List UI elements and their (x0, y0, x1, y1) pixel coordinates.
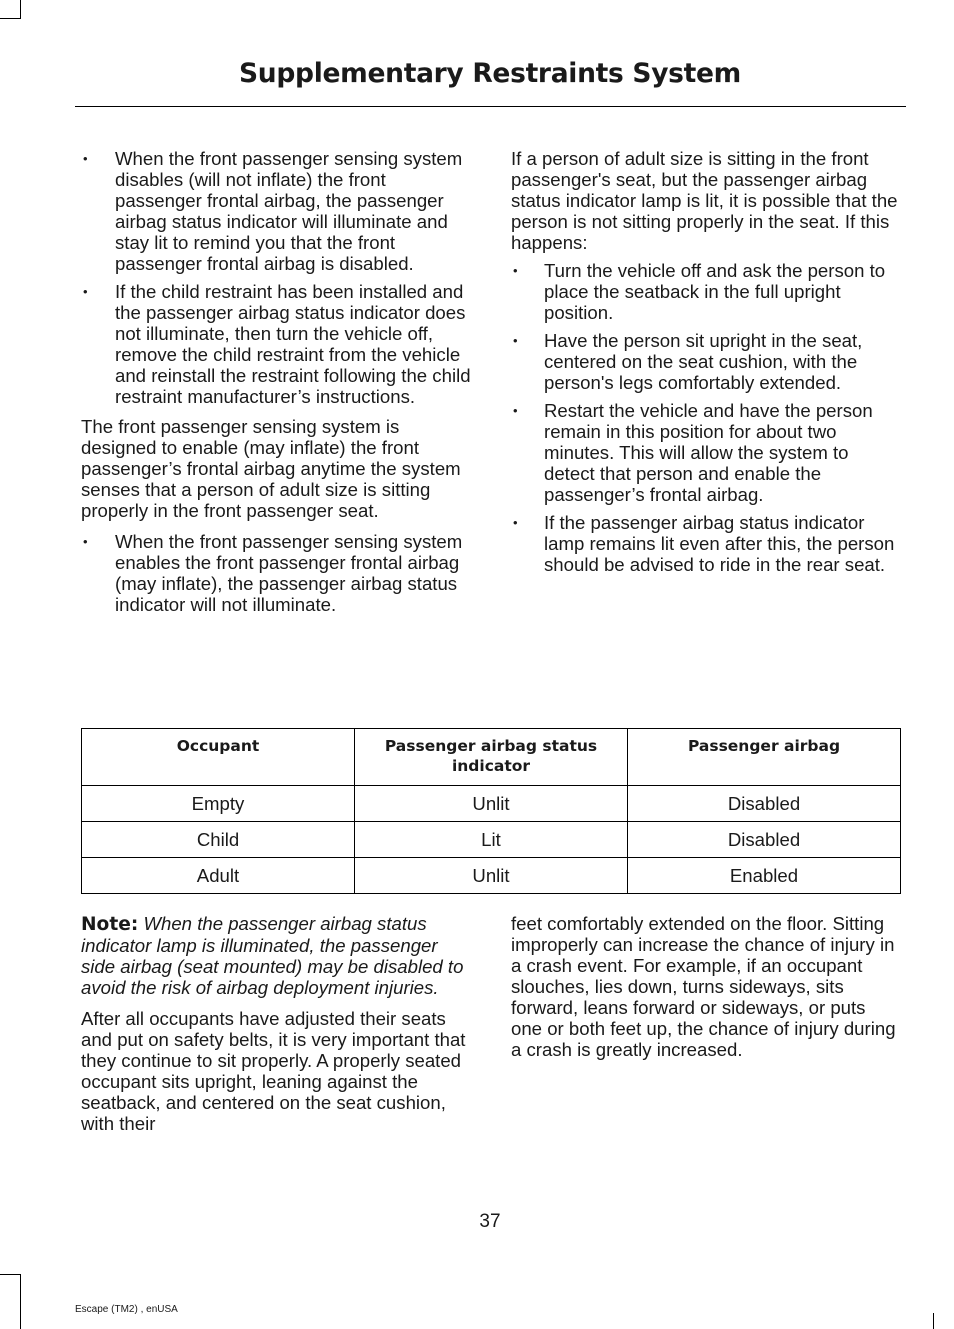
bottom-right-column (511, 913, 901, 1070)
table-row (82, 822, 901, 858)
crop-mark (0, 18, 21, 19)
table-cell: Child (82, 822, 355, 858)
table-cell: Empty (82, 786, 355, 822)
list-item: • When the front passenger sensing system enables the front passenger frontal airbag (may inflate), the passenger airbag status indicator will not illuminate. (81, 531, 473, 615)
table-cell: Disabled (628, 822, 901, 858)
table-cell: Lit (355, 822, 628, 858)
table-cell: Disabled (628, 786, 901, 822)
table-row (82, 786, 901, 822)
bullet-list (81, 531, 473, 615)
airbag-status-table (81, 728, 901, 894)
bullet-list (81, 148, 473, 407)
table-cell: Unlit (355, 786, 628, 822)
paragraph: The front passenger sensing system is designed to enable (may inflate) the front passenger’s frontal airbag anytime the system senses that a person of adult size is sitting properly in the front passenger seat. (81, 416, 461, 521)
page-title: Supplementary Restraints System (239, 58, 741, 89)
table-header-cell: Passenger airbag (628, 729, 901, 786)
table-cell: Adult (82, 858, 355, 894)
list-item: • Turn the vehicle off and ask the person to place the seatback in the full upright position. (511, 260, 901, 323)
left-column (81, 148, 473, 624)
table-header-row (82, 729, 901, 786)
note-label: Note: (81, 914, 139, 935)
table-header-cell: Passenger airbag status indicator (355, 729, 628, 786)
list-item: • When the front passenger sensing system disables (will not inflate) the front passenger frontal airbag, the passenger airbag status indicator will illuminate and stay lit to remind you that the front passenger frontal airbag is disabled. (81, 148, 473, 274)
paragraph: feet comfortably extended on the floor. Sitting improperly can increase the chance of injury in a crash event. For example, if an occupant slouches, lies down, turns sideways, sits forward, leans forward or sideways, or puts one or both feet up, the chance of injury during a crash is greatly increased. (511, 913, 896, 1060)
list-item: • Restart the vehicle and have the person remain in this position for about two minutes. This will allow the system to detect that person and enable the passenger’s frontal airbag. (511, 400, 901, 505)
table-header-cell: Occupant (82, 729, 355, 786)
note (81, 913, 473, 998)
bottom-left-column (81, 913, 473, 1144)
crop-mark (20, 0, 21, 18)
bullet-list (511, 260, 901, 575)
paragraph: After all occupants have adjusted their seats and put on safety belts, it is very important that they continue to sit properly. A properly seated occupant sits upright, leaning against the seatback, and centered on the seat cushion, with their (81, 1008, 466, 1134)
footer-text: Escape (TM2) , enUSA (75, 1304, 178, 1315)
table-cell: Enabled (628, 858, 901, 894)
list-item: • If the passenger airbag status indicator lamp remains lit even after this, the person should be advised to ride in the rear seat. (511, 512, 901, 575)
note-text: When the passenger airbag status indicator lamp is illuminated, the passenger side airbag (seat mounted) may be disabled to avoid the risk of airbag deployment injuries. (81, 913, 464, 998)
table-row (82, 858, 901, 894)
crop-mark (0, 1274, 21, 1275)
crop-mark (20, 1274, 21, 1329)
page-number: 37 (479, 1211, 501, 1232)
list-item: • Have the person sit upright in the seat, centered on the seat cushion, with the person's legs comfortably extended. (511, 330, 901, 393)
table-cell: Unlit (355, 858, 628, 894)
right-column (511, 148, 901, 584)
list-item: • If the child restraint has been installed and the passenger airbag status indicator does not illuminate, then turn the vehicle off, remove the child restraint from the vehicle and reinstall the restraint following the child restraint manufacturer’s instructions. (81, 281, 473, 407)
title-rule (75, 106, 906, 107)
crop-mark (933, 1313, 934, 1329)
paragraph: If a person of adult size is sitting in the front passenger's seat, but the passenger airbag status indicator lamp is lit, it is possible that the person is not sitting properly in the seat. If this happens: (511, 148, 898, 253)
